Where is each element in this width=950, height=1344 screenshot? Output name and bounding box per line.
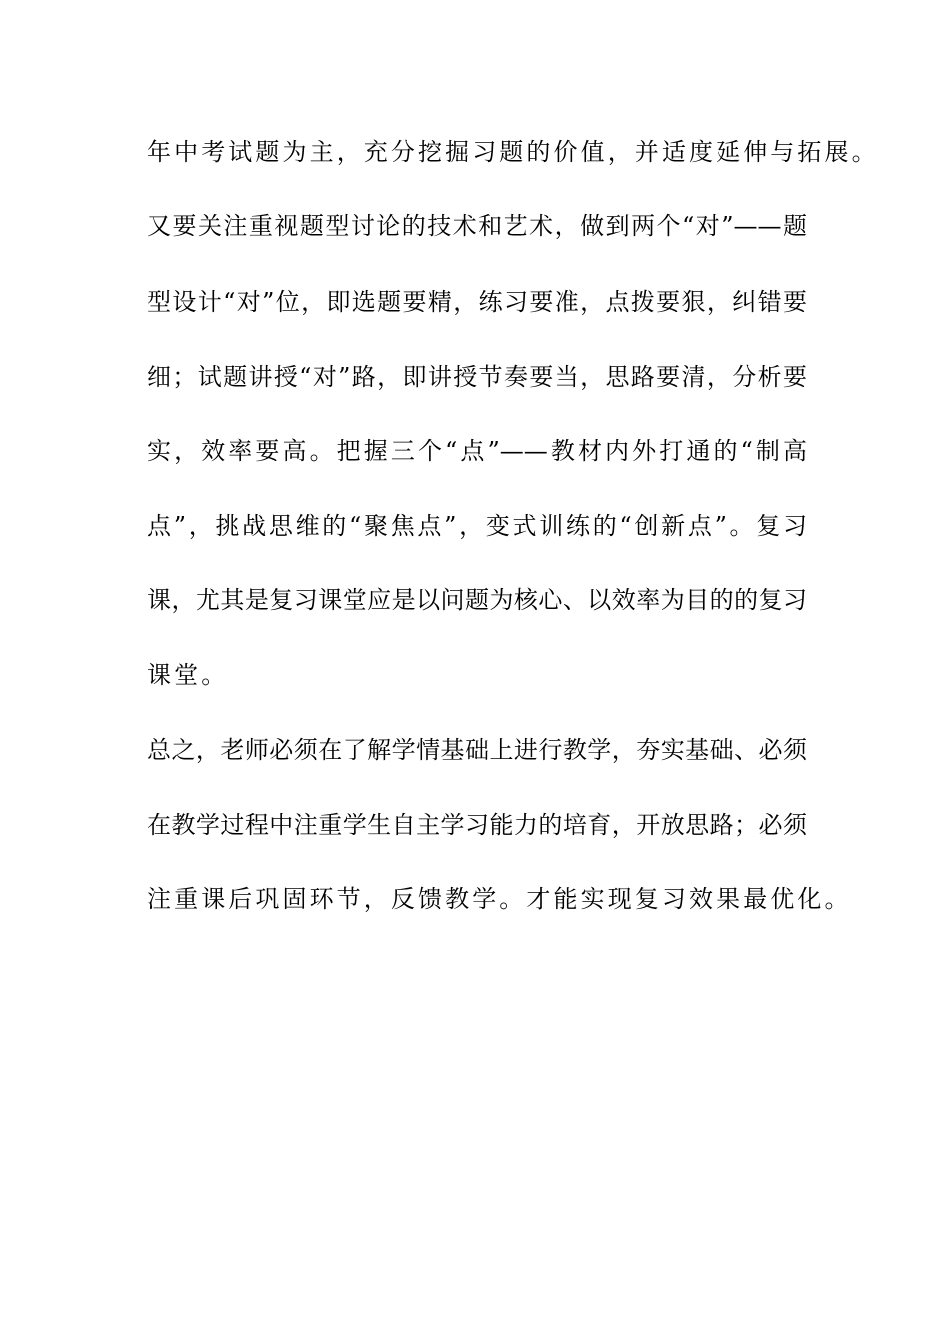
paragraph-line: 年中考试题为主，充分挖掘习题的价值，并适度延伸与拓展。 (147, 138, 879, 166)
paragraph-line: 型设计“对”位，即选题要精，练习要准，点拨要狠，纠错要 (147, 288, 807, 316)
paragraph-line: 实，效率要高。把握三个“点”——教材内外打通的“制高 (147, 437, 807, 465)
paragraph-line: 细；试题讲授“对”路，即讲授节奏要当，思路要清，分析要 (147, 363, 807, 391)
paragraph-line: 总之，老师必须在了解学情基础上进行教学，夯实基础、必须 (147, 736, 807, 764)
paragraph-line: 又要关注重视题型讨论的技术和艺术，做到两个“对”——题 (147, 212, 807, 240)
paragraph-line: 课，尤其是复习课堂应是以问题为核心、以效率为目的的复习 (147, 586, 807, 614)
paragraph-line: 点”，挑战思维的“聚焦点”，变式训练的“创新点”。复习 (147, 512, 807, 540)
paragraph-line: 注重课后巩固环节，反馈教学。才能实现复习效果最优化。 (147, 885, 852, 913)
paragraph-line: 课堂。 (147, 661, 229, 689)
paragraph-line: 在教学过程中注重学生自主学习能力的培育，开放思路；必须 (147, 811, 807, 839)
